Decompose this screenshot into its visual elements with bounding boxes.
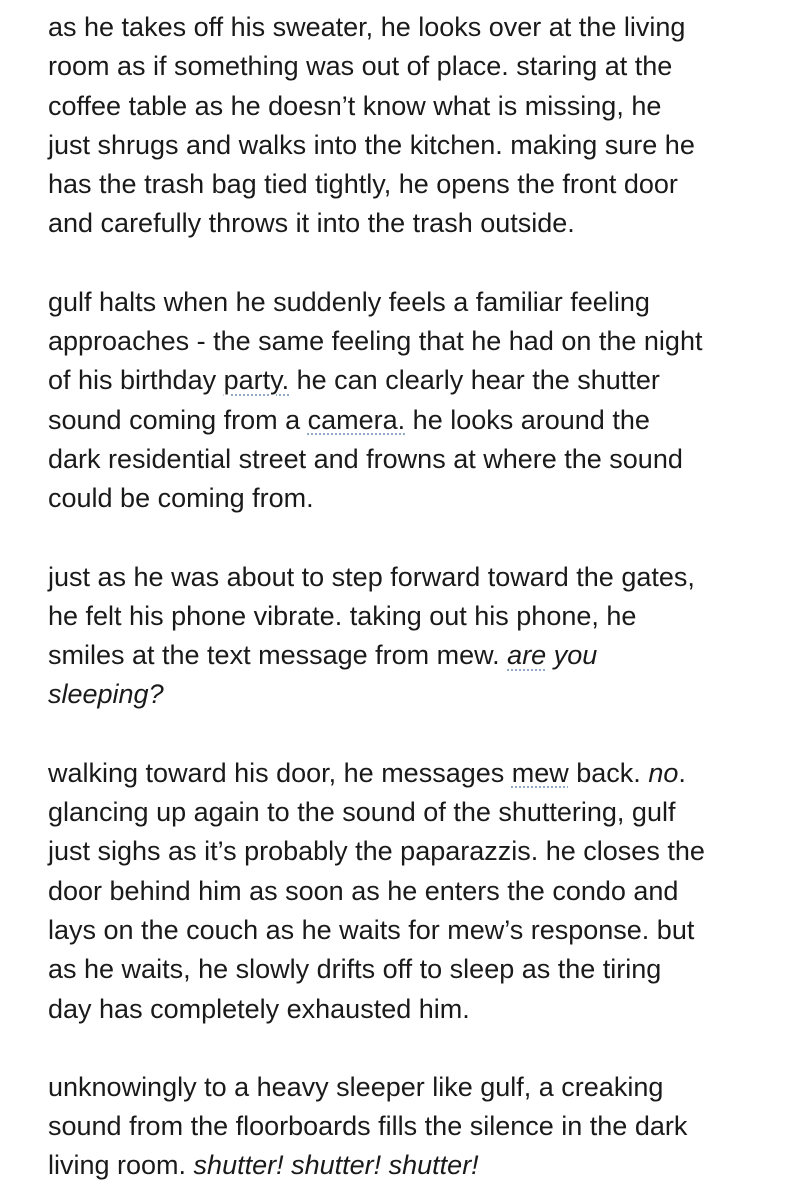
text-line: room as if something was out of place. staring at the	[48, 51, 673, 82]
text-line: as he waits, he slowly drifts off to sleep as the tiring	[48, 954, 662, 985]
dotted-underlined-word[interactable]: mew	[511, 757, 569, 788]
text-line: gulf halts when he suddenly feels a familiar feeling	[48, 286, 650, 317]
text-line	[48, 754, 802, 793]
paragraph-4	[48, 754, 802, 1029]
text-fragment: of his birthday	[48, 365, 224, 396]
text-line	[48, 361, 802, 400]
text-line: just shrugs and walks into the kitchen. making sure he	[48, 129, 695, 160]
text-line	[48, 401, 802, 440]
text-fragment: he looks around the	[405, 404, 650, 435]
text-line: coffee table as he doesn’t know what is missing, he	[48, 90, 662, 121]
text-line: sound from the floorboards fills the silence in the dark	[48, 1111, 688, 1142]
text-fragment: he can clearly hear the shutter	[289, 365, 660, 396]
text-fragment: back.	[568, 757, 649, 788]
paragraph-1	[48, 8, 802, 244]
text-line: has the trash bag tied tightly, he opens the front door	[48, 169, 678, 200]
text-line: just sighs as it’s probably the paparazzis. he closes the	[48, 836, 705, 867]
text-line: dark residential street and frowns at where the sound	[48, 443, 683, 474]
italic-text: shutter! shutter! shutter!	[193, 1150, 479, 1181]
text-line: door behind him as soon as he enters the condo and	[48, 875, 679, 906]
dotted-underlined-word[interactable]: camera.	[307, 404, 406, 435]
text-line: approaches - the same feeling that he had on the night	[48, 326, 703, 357]
text-fragment: living room.	[48, 1150, 194, 1181]
text-fragment: sound coming from a	[48, 404, 308, 435]
text-line: lays on the couch as he waits for mew’s response. but	[48, 914, 695, 945]
text-line	[48, 636, 802, 675]
text-line: as he takes off his sweater, he looks over at the living	[48, 12, 686, 42]
text-line: glancing up again to the sound of the shuttering, gulf	[48, 797, 676, 828]
text-line	[48, 1146, 802, 1185]
text-line: day has completely exhausted him.	[48, 993, 470, 1024]
text-line: just as he was about to step forward toward the gates,	[48, 561, 695, 592]
text-line	[48, 675, 802, 714]
text-line: he felt his phone vibrate. taking out his phone, he	[48, 600, 637, 631]
italic-text: sleeping?	[48, 679, 164, 710]
paragraph-2	[48, 283, 802, 519]
text-line: could be coming from.	[48, 483, 314, 514]
dotted-underlined-word[interactable]: party.	[223, 365, 290, 396]
text-fragment: smiles at the text message from mew.	[48, 640, 508, 671]
text-fragment: .	[678, 757, 686, 788]
italic-text: no	[648, 757, 679, 788]
dotted-underlined-word[interactable]: are	[507, 640, 547, 671]
text-fragment: walking toward his door, he messages	[48, 757, 512, 788]
text-line: and carefully throws it into the trash outside.	[48, 208, 575, 239]
paragraph-3	[48, 558, 802, 715]
text-line: unknowingly to a heavy sleeper like gulf, a creaking	[48, 1071, 664, 1102]
italic-text: you	[546, 640, 598, 671]
paragraph-5	[48, 1068, 802, 1186]
